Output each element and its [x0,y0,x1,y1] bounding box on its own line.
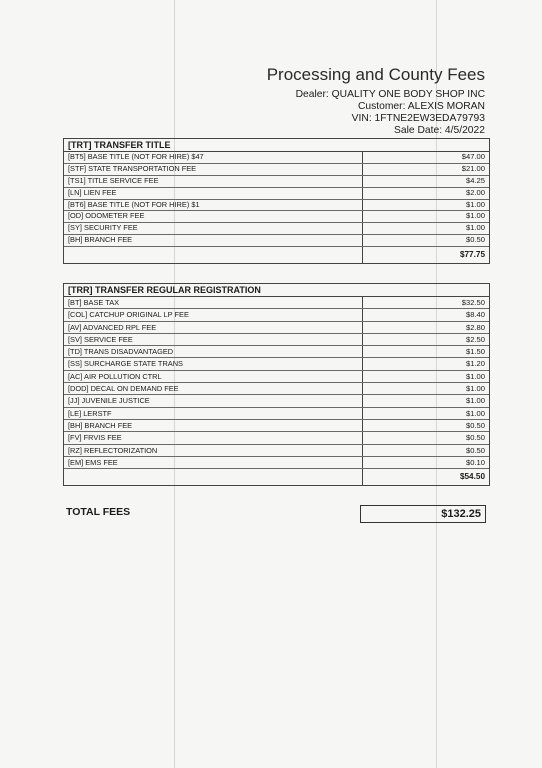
fee-label: [AV] ADVANCED RPL FEE [64,322,363,333]
fee-label: [FV] FRVIS FEE [64,432,363,443]
fee-row [64,152,489,164]
fee-rows [64,297,489,469]
fee-label: [COL] CATCHUP ORIGINAL LP FEE [64,309,363,320]
fee-row [64,334,489,346]
fee-label: [BH] BRANCH FEE [64,420,363,431]
fee-label: [BT] BASE TAX [64,297,363,308]
fee-amount: $21.00 [461,163,485,173]
fee-amount: $0.50 [465,420,485,430]
fee-label: [LE] LERSTF [64,408,363,419]
section-title: [TRR] TRANSFER REGULAR REGISTRATION [64,284,489,297]
fee-amount: $2.80 [465,322,485,332]
fee-row [64,395,489,407]
fee-row [64,176,489,188]
fee-row [64,223,489,235]
fee-label: [AC] AIR POLLUTION CTRL [64,371,363,382]
fee-row [64,457,489,469]
fee-amount: $32.50 [461,298,485,307]
fee-amount: $4.25 [465,175,485,185]
fee-row [64,420,489,432]
section-total-row [64,469,489,485]
section-total-row [64,247,489,263]
fee-amount: $1.00 [465,211,485,221]
section-total: $77.75 [459,250,485,260]
fee-amount: $47.00 [461,152,485,161]
document-header [267,64,485,137]
fee-label: [SS] SURCHARGE STATE TRANS [64,358,363,369]
fee-label: [LN] LIEN FEE [64,188,363,199]
fee-row [64,383,489,395]
fee-row [64,164,489,176]
fee-amount: $1.00 [465,199,485,209]
fee-row [64,297,489,309]
total-fees-amount: $132.25 [360,505,486,523]
fee-row [64,200,489,212]
page-title: Processing and County Fees [266,65,485,84]
fee-label: [TD] TRANS DISADVANTAGED [64,346,363,357]
fee-row [64,188,489,200]
fee-label: [JJ] JUVENILE JUSTICE [64,395,363,406]
total-fees-label: TOTAL FEES [66,506,131,518]
fee-label: [BT6] BASE TITLE (NOT FOR HIRE) $1 [64,200,363,211]
transfer-title-section [63,138,490,264]
fee-rows [64,152,489,247]
section-title: [TRT] TRANSFER TITLE [64,139,489,152]
fee-amount: $1.00 [465,408,485,418]
fee-amount: $1.00 [465,223,485,233]
fee-label: [EM] EMS FEE [64,457,363,468]
fee-label: [RZ] REFLECTORIZATION [64,445,363,456]
fee-amount: $0.50 [465,445,485,455]
fee-label: [SY] SECURITY FEE [64,223,363,234]
fee-label: [SV] SERVICE FEE [64,334,363,345]
fee-row [64,322,489,334]
fee-amount: $0.10 [465,457,485,467]
fee-amount: $1.00 [465,384,485,394]
fee-amount: $1.20 [465,359,485,369]
dealer-line: Dealer: QUALITY ONE BODY SHOP INC [295,89,485,100]
fee-amount: $1.00 [465,396,485,406]
fee-amount: $1.00 [465,371,485,381]
fee-amount: $8.40 [465,310,485,320]
fee-label: [BH] BRANCH FEE [64,235,363,246]
vin-line: VIN: 1FTNE2EW3EDA79793 [351,113,485,124]
customer-line: Customer: ALEXIS MORAN [357,101,485,112]
section-total: $54.50 [459,472,485,482]
fee-row [64,408,489,420]
fee-row [64,445,489,457]
fee-amount: $2.00 [465,187,485,197]
fee-amount: $2.50 [465,334,485,344]
fee-label: [STF] STATE TRANSPORTATION FEE [64,164,363,175]
fee-row [64,371,489,383]
fee-label: [BT5] BASE TITLE (NOT FOR HIRE) $47 [64,152,363,163]
fee-row [64,211,489,223]
fee-amount: $1.50 [465,347,485,357]
sale-date-line: Sale Date: 4/5/2022 [393,125,485,136]
fee-row [64,358,489,370]
fee-label: [DOD] DECAL ON DEMAND FEE [64,383,363,394]
fee-amount: $0.50 [465,235,485,245]
fee-label: [TS1] TITLE SERVICE FEE [64,176,363,187]
fee-row [64,346,489,358]
fee-row [64,432,489,444]
fee-amount: $0.50 [465,433,485,443]
fee-row [64,309,489,321]
fee-label: [OD] ODOMETER FEE [64,211,363,222]
fee-row [64,235,489,247]
transfer-registration-section [63,283,490,486]
